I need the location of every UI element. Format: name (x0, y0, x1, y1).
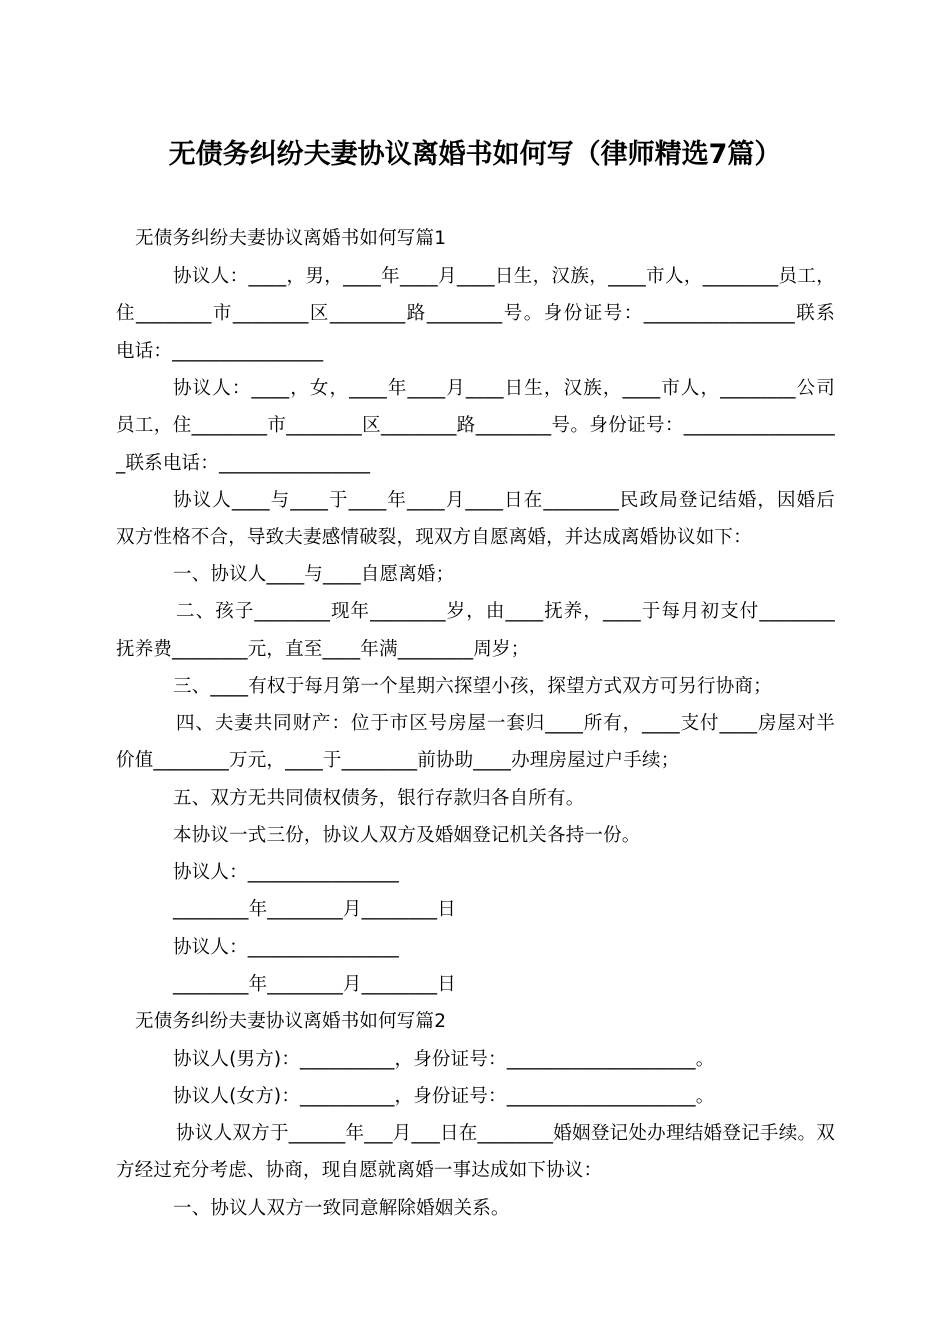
paragraph-line: 协议人(男方)：__________，身份证号：____________________。 (173, 1049, 715, 1070)
paragraph-line: 方经过充分考虑、协商，现自愿就离婚一事达成如下协议： (116, 1160, 603, 1181)
clause-line: 五、双方无共同债权债务，银行存款归各自所有。 (173, 788, 585, 809)
clause-line: 一、协议人双方一致同意解除婚姻关系。 (173, 1198, 510, 1219)
paragraph-line: _联系电话：________________ (116, 453, 371, 474)
date-line: ________年________月________日 (173, 974, 456, 995)
paragraph-line: 员工，住________市________区________路________号。身份证号：________________ (116, 415, 835, 436)
paragraph-line: 协议人：____，男，____年____月____日生，汉族，____市人，________员工， (173, 266, 835, 287)
section-heading-2: 无债务纠纷夫妻协议离婚书如何写篇2 (135, 1011, 447, 1032)
paragraph-line: 本协议一式三份，协议人双方及婚姻登记机关各持一份。 (173, 825, 641, 846)
paragraph-line: 协议人____与____于____年____月____日在________民政局登记结婚，因婚后 (173, 490, 835, 511)
paragraph-line: 双方性格不合，导致夫妻感情破裂，现双方自愿离婚，并达成离婚协议如下： (116, 527, 752, 548)
clause-line: 四、夫妻共同财产：位于市区号房屋一套归____所有，____支付____房屋对半 (176, 713, 835, 734)
paragraph-line: 电话：________________ (116, 341, 324, 362)
clause-line: 价值________万元，____于________前协助____办理房屋过户手续； (116, 750, 680, 771)
signature-line: 协议人：________________ (173, 862, 400, 883)
date-line: ________年________月________日 (173, 899, 456, 920)
clause-line: 二、孩子________现年________岁，由____抚养，____于每月初支付________ (176, 601, 835, 622)
paragraph-line: 协议人双方于______年___月___日在________婚姻登记处办理结婚登记手续。双 (176, 1123, 835, 1144)
paragraph-line: 协议人(女方)：__________，身份证号：____________________。 (173, 1086, 715, 1107)
clause-line: 三、____有权于每月第一个星期六探望小孩，探望方式双方可另行协商； (173, 676, 772, 697)
section-heading-1: 无债务纠纷夫妻协议离婚书如何写篇1 (135, 228, 447, 249)
clause-line: 抚养费________元，直至____年满________周岁； (116, 639, 530, 660)
paragraph-line: 住________市________区________路________号。身份证号：________________联系 (116, 303, 835, 324)
signature-line: 协议人：________________ (173, 937, 400, 958)
document-title: 无债务纠纷夫妻协议离婚书如何写（律师精选7篇） (168, 139, 782, 170)
clause-line: 一、协议人____与____自愿离婚； (173, 564, 455, 585)
paragraph-line: 协议人：____，女，____年____月____日生，汉族，____市人，________公司 (173, 378, 835, 399)
